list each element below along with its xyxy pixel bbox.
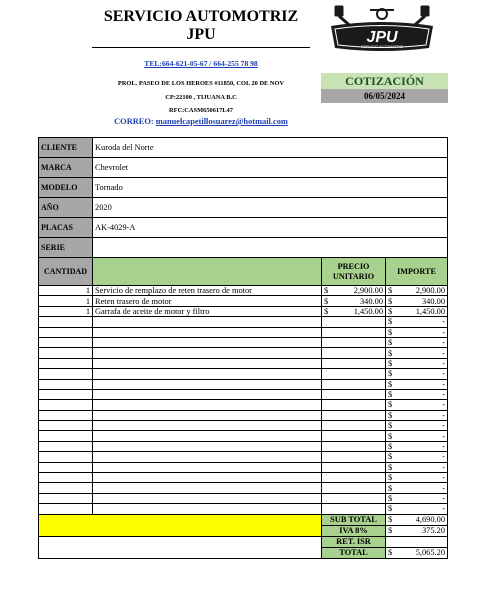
amount-value: - (442, 327, 445, 337)
iva-value: 375.20 (421, 526, 445, 536)
currency-sign: $ (388, 400, 393, 410)
client-field-label: AÑO (39, 198, 93, 218)
item-qty (39, 379, 93, 389)
currency-sign: $ (388, 296, 393, 306)
item-unit-price (322, 389, 386, 399)
client-field-value: 2020 (93, 198, 448, 218)
totals (39, 514, 448, 558)
col-price-header-line2: UNITARIO (332, 271, 375, 281)
table-row (39, 400, 448, 410)
item-amount (386, 379, 448, 389)
item-unit-price (322, 400, 386, 410)
currency-sign: $ (388, 348, 393, 358)
item-description (93, 493, 322, 503)
price-value: 2,900.00 (353, 286, 383, 296)
currency-sign: $ (388, 442, 393, 452)
notes-blank-area (39, 536, 322, 558)
item-amount (386, 431, 448, 441)
client-field-value: AK-4029-A (93, 218, 448, 238)
table-row (39, 358, 448, 368)
item-unit-price (322, 410, 386, 420)
table-row (39, 317, 448, 327)
table-row (39, 389, 448, 399)
item-amount (386, 358, 448, 368)
item-qty (39, 441, 93, 451)
table-row (39, 493, 448, 503)
item-description (93, 441, 322, 451)
amount-value: - (442, 504, 445, 514)
item-description (93, 358, 322, 368)
amount-value: - (442, 452, 445, 462)
total-cell: $ 5,065.20 (386, 547, 448, 558)
item-unit-price (322, 379, 386, 389)
item-unit-price (322, 452, 386, 462)
currency-sign: $ (388, 306, 393, 316)
table-row (39, 462, 448, 472)
item-qty: 1 (39, 296, 93, 306)
item-description (93, 421, 322, 431)
price-value: 340.00 (359, 296, 383, 306)
item-qty (39, 473, 93, 483)
item-description: Reten trasero de motor (93, 296, 322, 306)
item-unit-price (322, 327, 386, 337)
amount-value: - (442, 379, 445, 389)
currency-sign: $ (388, 317, 393, 327)
table-row (39, 327, 448, 337)
table-row (39, 441, 448, 451)
table-row (39, 421, 448, 431)
item-amount (386, 389, 448, 399)
currency-sign: $ (388, 504, 393, 514)
item-description (93, 327, 322, 337)
logo-subtext: SERVICIO AUTOMOTRIZ (361, 45, 403, 49)
currency-sign: $ (324, 286, 329, 296)
client-field-label: CLIENTE (39, 138, 93, 158)
client-row (39, 218, 448, 238)
quote-title: COTIZACIÓN (321, 73, 448, 89)
col-qty-header: CANTIDAD (39, 258, 93, 286)
client-field-label: MARCA (39, 158, 93, 178)
item-qty (39, 421, 93, 431)
amount-value: - (442, 348, 445, 358)
item-qty (39, 400, 93, 410)
item-amount (386, 286, 448, 296)
ret-value (386, 536, 448, 547)
email-label: CORREO: (114, 117, 156, 126)
iva-cell: $ 375.20 (386, 525, 448, 536)
client-row (39, 238, 448, 258)
item-description (93, 431, 322, 441)
amount-value: - (442, 390, 445, 400)
item-description (93, 337, 322, 347)
address-line1: PROL. PASEO DE LOS HEROES #11850, COL 20 DE NOV (117, 80, 285, 87)
quote-table (38, 137, 448, 559)
item-amount (386, 410, 448, 420)
item-unit-price (322, 317, 386, 327)
item-amount (386, 317, 448, 327)
email-line (92, 117, 310, 126)
currency-sign: $ (388, 483, 393, 493)
item-qty (39, 389, 93, 399)
table-row (39, 452, 448, 462)
amount-value: - (442, 400, 445, 410)
company-name-line1: SERVICIO AUTOMOTRIZ (103, 8, 299, 25)
item-qty (39, 317, 93, 327)
rfc: RFC:CASM650617L47 (169, 107, 233, 114)
item-qty (39, 327, 93, 337)
client-row (39, 138, 448, 158)
item-qty (39, 348, 93, 358)
item-qty (39, 337, 93, 347)
amount-value: 1,450.00 (415, 306, 445, 316)
item-qty (39, 431, 93, 441)
item-description (93, 473, 322, 483)
item-description (93, 369, 322, 379)
item-amount (386, 473, 448, 483)
item-unit-price (322, 421, 386, 431)
table-row (39, 504, 448, 514)
item-qty: 1 (39, 286, 93, 296)
item-unit-price (322, 473, 386, 483)
table-row (39, 286, 448, 296)
item-description (93, 389, 322, 399)
total-label: TOTAL (322, 547, 386, 558)
item-amount (386, 452, 448, 462)
client-field-value: Tornado (93, 178, 448, 198)
logo-text: JPU (366, 29, 398, 46)
item-amount (386, 306, 448, 316)
item-description (93, 504, 322, 514)
item-amount (386, 483, 448, 493)
item-qty (39, 452, 93, 462)
phone-numbers[interactable]: TEL:664-621-05-67 / 664-255 78 98 (144, 59, 258, 68)
currency-sign: $ (388, 338, 393, 348)
item-amount (386, 369, 448, 379)
currency-sign: $ (388, 473, 393, 483)
table-row (39, 348, 448, 358)
client-field-label: SERIE (39, 238, 93, 258)
currency-sign: $ (388, 327, 393, 337)
item-qty (39, 504, 93, 514)
amount-value: - (442, 494, 445, 503)
item-description: Garrafa de aceite de motor y filtro (93, 306, 322, 316)
item-unit-price (322, 369, 386, 379)
col-desc-header (93, 258, 322, 286)
item-amount (386, 421, 448, 431)
table-header (39, 258, 448, 286)
item-qty (39, 462, 93, 472)
item-description (93, 410, 322, 420)
email-link[interactable]: manuelcapetillosuarez@hotmail.com (155, 117, 288, 126)
amount-value: - (442, 338, 445, 348)
col-price-header (322, 258, 386, 286)
item-amount (386, 504, 448, 514)
ret-label: RET. ISR (322, 536, 386, 547)
company-name (92, 8, 310, 44)
currency-sign: $ (324, 306, 329, 316)
address-line2: CP:22100 , TIJUANA B.C (165, 94, 237, 101)
amount-value: - (442, 369, 445, 379)
currency-sign: $ (388, 452, 393, 462)
item-amount (386, 296, 448, 306)
amount-value: - (442, 442, 445, 452)
currency-sign: $ (388, 494, 393, 503)
item-description: Servicio de remplazo de reten trasero de motor (93, 286, 322, 296)
item-description (93, 379, 322, 389)
item-unit-price (322, 441, 386, 451)
currency-sign: $ (324, 296, 329, 306)
client-field-value (93, 238, 448, 258)
item-qty (39, 410, 93, 420)
client-row (39, 198, 448, 218)
table-row (39, 296, 448, 306)
client-field-value: Kuroda del Norte (93, 138, 448, 158)
item-amount (386, 462, 448, 472)
item-amount (386, 327, 448, 337)
iva-label: IVA 8% (322, 525, 386, 536)
client-info (39, 138, 448, 258)
table-row (39, 410, 448, 420)
amount-value: - (442, 317, 445, 327)
item-description (93, 483, 322, 493)
item-unit-price (322, 483, 386, 493)
item-unit-price (322, 358, 386, 368)
table-row (39, 337, 448, 347)
client-field-value: Chevrolet (93, 158, 448, 178)
amount-value: - (442, 473, 445, 483)
item-unit-price (322, 504, 386, 514)
client-field-label: MODELO (39, 178, 93, 198)
table-row (39, 369, 448, 379)
table-row (39, 473, 448, 483)
amount-value: 2,900.00 (415, 286, 445, 296)
amount-value: - (442, 421, 445, 431)
currency-sign: $ (388, 431, 393, 441)
subtotal-cell: $ 4,690.00 (386, 514, 448, 525)
item-amount (386, 493, 448, 503)
total-value: 5,065.20 (415, 548, 445, 558)
amount-value: 340.00 (421, 296, 445, 306)
item-description (93, 462, 322, 472)
item-unit-price (322, 306, 386, 316)
company-logo (325, 4, 439, 54)
amount-value: - (442, 358, 445, 368)
item-unit-price (322, 337, 386, 347)
item-description (93, 317, 322, 327)
client-row (39, 178, 448, 198)
currency-sign: $ (388, 369, 393, 379)
item-qty (39, 358, 93, 368)
currency-sign: $ (388, 379, 393, 389)
amount-value: - (442, 431, 445, 441)
currency-sign: $ (388, 358, 393, 368)
item-unit-price (322, 431, 386, 441)
subtotal-value: 4,690.00 (415, 515, 445, 525)
item-qty: 1 (39, 306, 93, 316)
item-amount (386, 337, 448, 347)
item-qty (39, 483, 93, 493)
item-qty (39, 493, 93, 503)
quote-date: 06/05/2024 (321, 89, 448, 103)
item-qty (39, 369, 93, 379)
table-row (39, 431, 448, 441)
quote-header (321, 73, 448, 103)
item-unit-price (322, 493, 386, 503)
amount-value: - (442, 483, 445, 493)
item-amount (386, 400, 448, 410)
client-field-label: PLACAS (39, 218, 93, 238)
notes-yellow-area (39, 514, 322, 536)
item-unit-price (322, 462, 386, 472)
item-amount (386, 441, 448, 451)
company-name-line2: JPU (186, 26, 216, 43)
currency-sign: $ (388, 410, 393, 420)
item-description (93, 348, 322, 358)
item-amount (386, 348, 448, 358)
item-description (93, 452, 322, 462)
col-amount-header: IMPORTE (386, 258, 448, 286)
currency-sign: $ (388, 286, 393, 296)
table-row (39, 379, 448, 389)
table-row (39, 306, 448, 316)
currency-sign: $ (388, 421, 393, 431)
item-description (93, 400, 322, 410)
client-row (39, 158, 448, 178)
title-divider (92, 47, 310, 48)
amount-value: - (442, 462, 445, 472)
table-row (39, 483, 448, 493)
subtotal-label: SUB TOTAL (322, 514, 386, 525)
currency-sign: $ (388, 462, 393, 472)
item-unit-price (322, 348, 386, 358)
currency-sign: $ (388, 390, 393, 400)
item-unit-price (322, 286, 386, 296)
item-unit-price (322, 296, 386, 306)
col-price-header-line1: PRECIO (337, 261, 370, 271)
items (39, 286, 448, 515)
amount-value: - (442, 410, 445, 420)
price-value: 1,450.00 (353, 306, 383, 316)
